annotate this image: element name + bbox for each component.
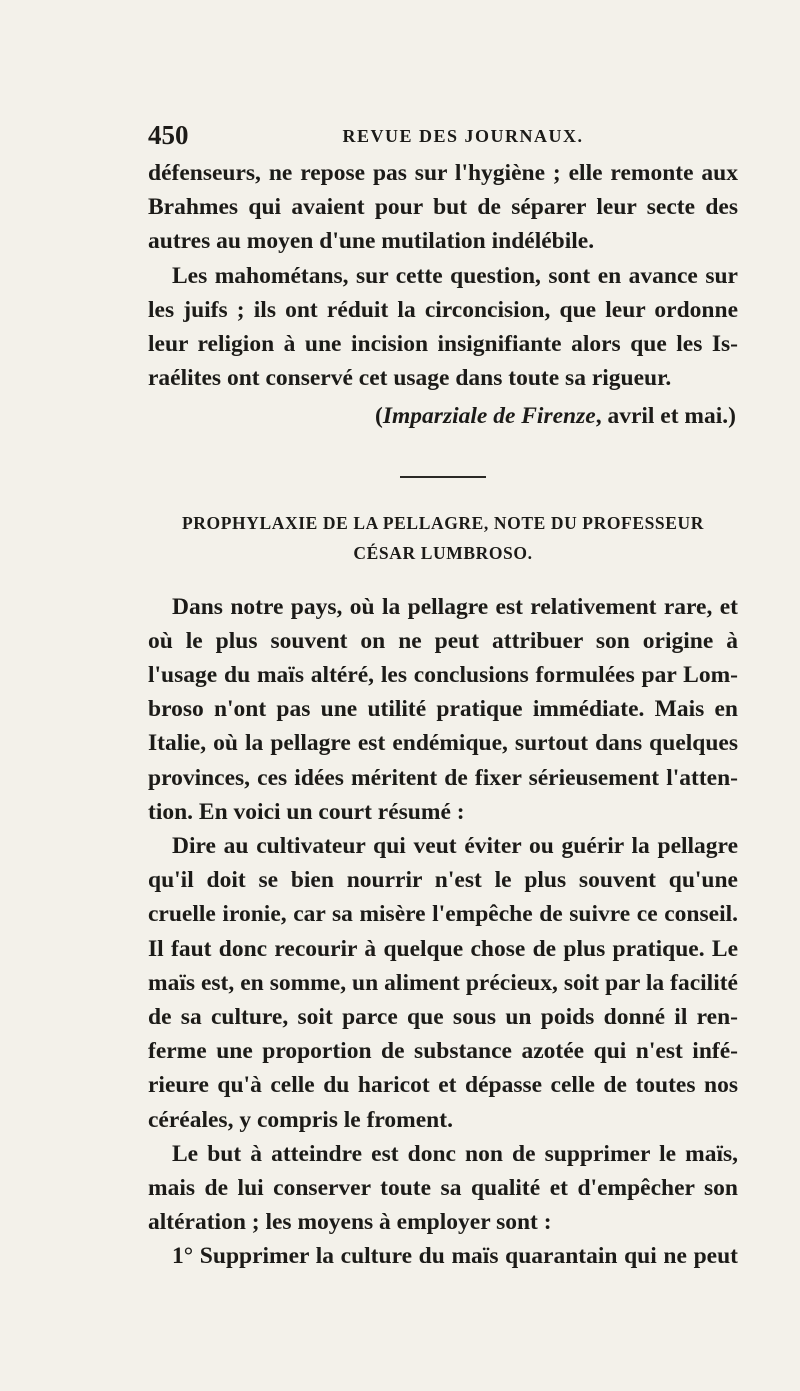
paragraph [148,829,738,1137]
paragraph [148,1239,738,1273]
text-line: ferme une proportion de substance azotée qui n'est infé- [148,1038,738,1065]
citation-source: Imparziale de Firenze [382,403,596,430]
text-line: leur religion à une incision insignifiante alors que les Is- [148,331,738,358]
text-line: Les mahométans, sur cette question, sont en avance sur [172,262,738,289]
text-line: raélites ont conservé cet usage dans toute sa rigueur. [148,365,672,392]
text-line: défenseurs, ne repose pas sur l'hygiène ; elle remonte aux [148,160,738,186]
text-line: altération ; les moyens à employer sont : [148,1209,552,1236]
text-line: Dire au cultivateur qui veut éviter ou guérir la pellagre [172,833,738,860]
text-line: Le but à atteindre est donc non de supprimer le maïs, [172,1140,738,1167]
citation-open: ( [375,403,383,430]
citation-rest: , avril et mai.) [595,403,736,430]
text-line: autres au moyen d'une mutilation indélébile. [148,228,595,255]
paragraph [148,590,738,829]
paragraph [148,1137,738,1240]
text-line: tion. En voici un court résumé : [148,798,465,825]
paragraph [148,156,738,259]
text-line: de sa culture, soit parce que sous un poids donné il ren- [148,1004,738,1031]
text-line: où le plus souvent on ne peut attribuer son origine à [148,627,738,654]
text-line: mais de lui conserver toute sa qualité et d'empêcher son [148,1175,738,1202]
running-head: REVUE DES JOURNAUX. [342,126,584,146]
paragraph [148,259,738,396]
text-line: maïs est, en somme, un aliment précieux, soit par la facilité [148,969,738,996]
text-line: Il faut donc recourir à quelque chose de plus pratique. Le [148,935,738,962]
section-title-line-2: CÉSAR LUMBROSO. [353,542,533,563]
text-line: broso n'ont pas une utilité pratique immédiate. Mais en [148,696,738,723]
section-divider [400,476,486,478]
text-line: cruelle ironie, car sa misère l'empêche de suivre ce conseil. [148,901,738,928]
page-header [148,120,738,152]
text-line: l'usage du maïs altéré, les conclusions formulées par Lom- [148,662,738,689]
text-line: les juifs ; ils ont réduit la circoncision, que leur ordonne [148,296,738,323]
section-title: PROPHYLAXIE DE LA PELLAGRE, NOTE DU PROFESSEUR [181,512,705,533]
text-line: Italie, où la pellagre est endémique, surtout dans quelques [148,730,738,757]
text-line: qu'il doit se bien nourrir n'est le plus souvent qu'une [148,867,738,894]
page-body [148,156,738,1274]
text-line: provinces, ces idées méritent de fixer sérieusement l'atten- [148,764,738,791]
source-citation [148,399,738,433]
text-line: 1° Supprimer la culture du maïs quarantain qui ne peut [172,1243,738,1270]
text-line: céréales, y compris le froment. [148,1106,453,1133]
text-line: Brahmes qui avaient pour but de séparer leur secte des [148,194,738,221]
text-line: rieure qu'à celle du haricot et dépasse celle de toutes nos [148,1072,738,1099]
page-number: 450 [148,120,189,150]
text-line: Dans notre pays, où la pellagre est relativement rare, et [172,593,738,620]
